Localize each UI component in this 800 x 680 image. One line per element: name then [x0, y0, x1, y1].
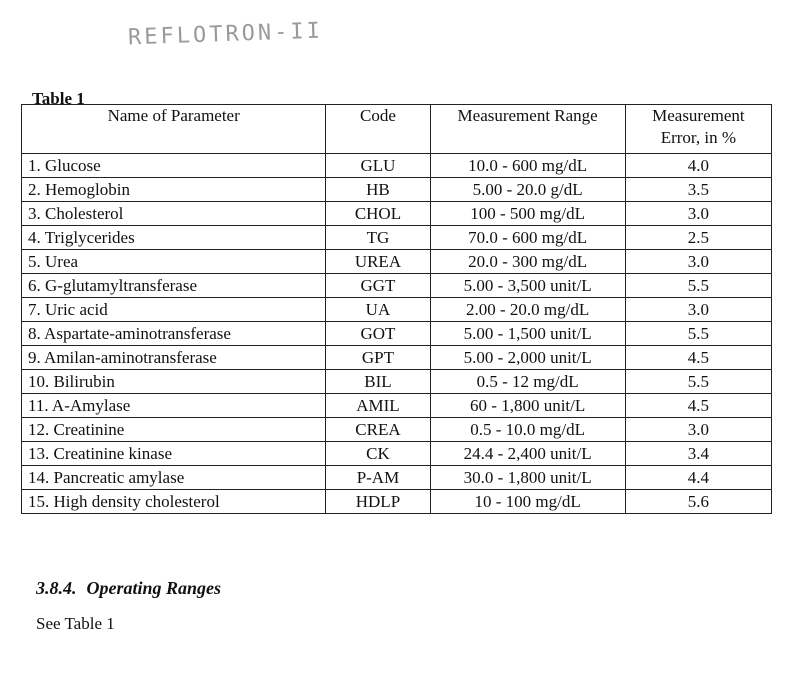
code-cell: BIL	[326, 370, 430, 394]
parameter-name-cell: 10. Bilirubin	[22, 370, 326, 394]
header-measurement-range: Measurement Range	[430, 105, 625, 154]
code-cell: CREA	[326, 418, 430, 442]
table-row	[22, 226, 772, 250]
code-cell: GPT	[326, 346, 430, 370]
measurement-range-cell: 0.5 - 10.0 mg/dL	[430, 418, 625, 442]
section-title: Operating Ranges	[86, 578, 222, 598]
measurement-range-cell: 5.00 - 1,500 unit/L	[430, 322, 625, 346]
measurement-error-cell: 4.5	[625, 394, 771, 418]
measurement-range-cell: 24.4 - 2,400 unit/L	[430, 442, 625, 466]
parameter-name-cell: 6. G-glutamyltransferase	[22, 274, 326, 298]
parameter-name-cell: 1. Glucose	[22, 154, 326, 178]
parameter-name-cell: 3. Cholesterol	[22, 202, 326, 226]
table-header-row	[22, 105, 772, 154]
code-cell: UREA	[326, 250, 430, 274]
parameter-name-cell: 8. Aspartate-aminotransferase	[22, 322, 326, 346]
table-row	[22, 490, 772, 514]
parameter-name-cell: 14. Pancreatic amylase	[22, 466, 326, 490]
code-cell: UA	[326, 298, 430, 322]
table-row	[22, 178, 772, 202]
handwritten-label: REFLOTRON-II	[127, 18, 324, 51]
measurement-error-cell: 5.5	[625, 322, 771, 346]
code-cell: TG	[326, 226, 430, 250]
measurement-range-cell: 70.0 - 600 mg/dL	[430, 226, 625, 250]
code-cell: HDLP	[326, 490, 430, 514]
table-row	[22, 346, 772, 370]
table-caption: Table 1	[32, 89, 85, 108]
code-cell: AMIL	[326, 394, 430, 418]
table-body	[22, 154, 772, 514]
measurement-error-cell: 3.0	[625, 202, 771, 226]
table-row	[22, 418, 772, 442]
table-row	[22, 154, 772, 178]
table-row	[22, 442, 772, 466]
parameter-name-cell: 7. Uric acid	[22, 298, 326, 322]
measurement-range-cell: 10 - 100 mg/dL	[430, 490, 625, 514]
measurement-range-cell: 100 - 500 mg/dL	[430, 202, 625, 226]
measurement-error-cell: 3.0	[625, 418, 771, 442]
parameter-name-cell: 13. Creatinine kinase	[22, 442, 326, 466]
measurement-range-cell: 60 - 1,800 unit/L	[430, 394, 625, 418]
section-body-text: See Table 1	[36, 614, 115, 633]
header-error-line1: Measurement	[652, 106, 745, 125]
measurement-error-cell: 3.0	[625, 298, 771, 322]
table-row	[22, 250, 772, 274]
measurement-error-cell: 4.0	[625, 154, 771, 178]
header-measurement-error	[625, 105, 771, 154]
header-error-line2: Error, in %	[660, 128, 737, 147]
code-cell: GOT	[326, 322, 430, 346]
measurement-error-cell: 3.4	[625, 442, 771, 466]
parameter-name-cell: 5. Urea	[22, 250, 326, 274]
table-row	[22, 370, 772, 394]
parameter-name-cell: 15. High density cholesterol	[22, 490, 326, 514]
table-row	[22, 394, 772, 418]
section-number: 3.8.4.	[36, 578, 77, 598]
parameter-name-cell: 9. Amilan-aminotransferase	[22, 346, 326, 370]
code-cell: CHOL	[326, 202, 430, 226]
measurement-error-cell: 2.5	[625, 226, 771, 250]
code-cell: GLU	[326, 154, 430, 178]
measurement-error-cell: 5.5	[625, 274, 771, 298]
table-row	[22, 322, 772, 346]
measurement-range-cell: 5.00 - 3,500 unit/L	[430, 274, 625, 298]
measurement-error-cell: 4.4	[625, 466, 771, 490]
measurement-range-cell: 0.5 - 12 mg/dL	[430, 370, 625, 394]
parameters-table	[21, 104, 772, 514]
measurement-error-cell: 3.5	[625, 178, 771, 202]
parameter-name-cell: 12. Creatinine	[22, 418, 326, 442]
table-row	[22, 298, 772, 322]
code-cell: HB	[326, 178, 430, 202]
parameter-name-cell: 11. A-Amylase	[22, 394, 326, 418]
measurement-error-cell: 4.5	[625, 346, 771, 370]
parameter-name-cell: 2. Hemoglobin	[22, 178, 326, 202]
header-name-of-parameter: Name of Parameter	[22, 105, 326, 154]
measurement-error-cell: 3.0	[625, 250, 771, 274]
code-cell: GGT	[326, 274, 430, 298]
section-heading	[36, 578, 221, 599]
table-row	[22, 466, 772, 490]
measurement-range-cell: 10.0 - 600 mg/dL	[430, 154, 625, 178]
parameter-name-cell: 4. Triglycerides	[22, 226, 326, 250]
header-code: Code	[326, 105, 430, 154]
measurement-error-cell: 5.6	[625, 490, 771, 514]
measurement-range-cell: 2.00 - 20.0 mg/dL	[430, 298, 625, 322]
code-cell: CK	[326, 442, 430, 466]
table-row	[22, 274, 772, 298]
measurement-range-cell: 5.00 - 20.0 g/dL	[430, 178, 625, 202]
measurement-error-cell: 5.5	[625, 370, 771, 394]
table-row	[22, 202, 772, 226]
code-cell: P-AM	[326, 466, 430, 490]
measurement-range-cell: 5.00 - 2,000 unit/L	[430, 346, 625, 370]
measurement-range-cell: 30.0 - 1,800 unit/L	[430, 466, 625, 490]
measurement-range-cell: 20.0 - 300 mg/dL	[430, 250, 625, 274]
